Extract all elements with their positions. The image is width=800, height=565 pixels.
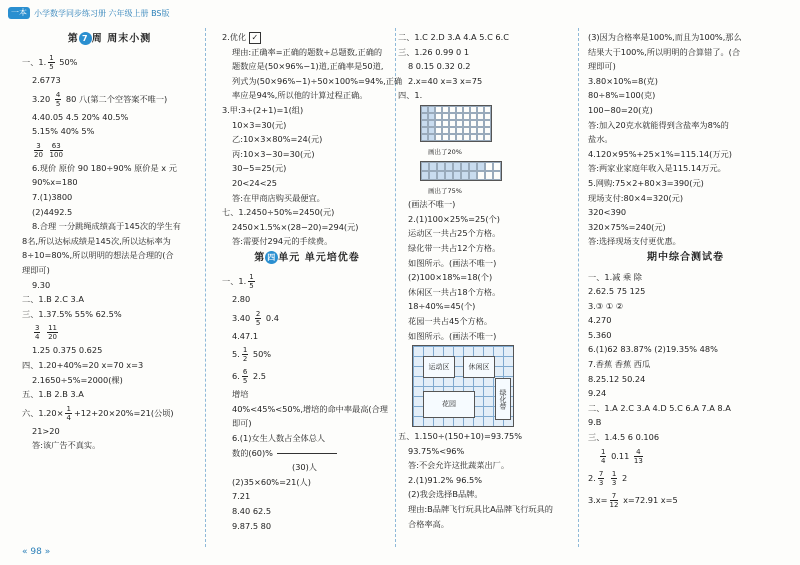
answer-line: 3.甲:3÷(2+1)=1(组) xyxy=(222,104,304,115)
answer-line: 7.21 xyxy=(232,491,251,502)
answer-line: (2)我会选择B品牌。 xyxy=(408,489,483,500)
answer-line: 9.30 xyxy=(32,279,51,290)
answer-line: 现场支付:80×4=320(元) xyxy=(588,192,684,203)
answer-line: 理即可) xyxy=(22,265,50,276)
answer-line: 3.20 $\frac{4}{5}$ 80 八(第二个空答案不唯一) xyxy=(32,90,168,108)
answer-line: 答:两家业家庭年收入是115.14万元。 xyxy=(588,163,726,174)
answer-line: 2. $\frac{7}{3}$ $\frac{1}{3}$ 2 xyxy=(588,469,628,487)
answer-line: 如图所示。(画法不唯一) xyxy=(408,257,497,268)
book-title: 小学数学同步练习册 六年级上册 BS版 xyxy=(34,8,170,18)
answer-line: 答:在甲商店购买最便宜。 xyxy=(232,192,325,203)
column-4 xyxy=(588,30,783,511)
answer-line: 2.(1)91.2% 96.5% xyxy=(408,474,483,485)
answer-line: 6.(1)女生人数占全体总人 xyxy=(232,432,326,443)
answer-line: 率应是94%,所以他的计算过程正确。 xyxy=(232,90,368,101)
answer-line: 5.360 xyxy=(588,329,612,340)
answer-line: $\frac{3}{4}$ $\frac{11}{20}$ xyxy=(35,324,57,342)
answer-line: 10×3=30(元) xyxy=(232,119,287,130)
answer-line: 2.(1)100×25%=25(个) xyxy=(408,213,500,224)
answer-line: 2.80 xyxy=(232,294,251,304)
answer-line: (30)人 xyxy=(292,462,317,473)
answer-line: $\frac{3}{20}$ $\frac{63}{100}$ xyxy=(34,141,63,159)
answer-line: 乙:10×3×80%=24(元) xyxy=(232,134,323,145)
area-map xyxy=(412,345,514,427)
grid-75-percent xyxy=(420,161,502,181)
section-title: 第 7 周 周末小测 xyxy=(67,33,152,45)
answer-line: 理由:B品牌飞行玩具比A品牌飞行玩具的 xyxy=(408,504,553,515)
answer-line: 7.(1)3800 xyxy=(32,192,73,203)
answer-line: 3.x= $\frac{7}{12}$ x=72.91 x=5 xyxy=(588,491,678,509)
answer-line: 320×75%=240(元) xyxy=(588,221,666,232)
answer-line: 数的(60)% xyxy=(222,446,392,461)
answer-line: 100−80=20(克) xyxy=(588,104,653,115)
answer-line: 9.24 xyxy=(588,388,607,399)
answer-line: 丙:10×3−30=30(元) xyxy=(232,148,315,159)
answer-line: 答:不会允许这批蔬菜出厂。 xyxy=(408,460,510,471)
answer-line: 三、1.26 0.99 0 1 xyxy=(398,46,470,57)
answer-line: 4.47.1 xyxy=(232,330,259,341)
answer-line: 7.香蕉 香蕉 西瓜 xyxy=(588,359,651,370)
answer-line: 三、1.4.5 6 0.106 xyxy=(588,432,660,443)
answer-line: (2)35×60%=21(人) xyxy=(232,476,311,487)
answer-line: 9.87.5 80 xyxy=(232,520,272,531)
answer-line: 8名,所以达标成绩是145次,所以达标率为 xyxy=(22,235,171,246)
answer-line: 8.合理 一分跳绳成绩高于145次的学生有 xyxy=(32,221,181,232)
answer-line: 三、1.37.5% 55% 62.5% xyxy=(22,308,122,319)
section-title: 期中综合测试卷 xyxy=(647,251,724,263)
answer-line: 8 0.15 0.32 0.2 xyxy=(408,61,471,72)
answer-line: 一、1.减 乘 除 xyxy=(588,271,642,282)
page-header xyxy=(8,6,170,20)
answer-line: 休闲区一共占18个方格。 xyxy=(408,286,501,297)
zone-label: 绿化带 xyxy=(495,378,511,420)
unit-badge: 四 xyxy=(267,252,277,262)
answer-line: 一、1. $\frac{1}{5}$ xyxy=(222,273,254,290)
answer-line: 五、1.B 2.B 3.A xyxy=(22,389,84,400)
answer-line: 六、1.20× $\frac{1}{4}$ +12+20×20%=21(公顷) xyxy=(22,404,174,422)
answer-line: 四、1. xyxy=(398,90,423,101)
answer-line: 如图所示。(画法不唯一) xyxy=(408,330,497,341)
answer-line: 21>20 xyxy=(32,425,60,436)
column-2 xyxy=(222,30,403,533)
answer-line: 5.15% 40% 5% xyxy=(32,126,95,137)
answer-line: 8.40 62.5 xyxy=(232,505,272,516)
answer-line: 增培 xyxy=(232,389,249,400)
answer-line: 18÷40%=45(个) xyxy=(408,301,476,312)
answer-line: 2.优化 ✓ xyxy=(222,30,392,45)
answer-line: 盐水。 xyxy=(588,134,613,145)
answer-line: 40%<45%<50%,增培的命中率最高(合理 xyxy=(232,403,388,414)
answer-line: 花园一共占45个方格。 xyxy=(408,315,493,326)
answer-line: 题数应是(50×96%−1)道,正确率是50道, xyxy=(232,61,384,72)
answer-line: 93.75%<96% xyxy=(408,445,465,456)
week-badge: 7 xyxy=(79,32,92,45)
answer-line: 6.(1)62 83.87% (2)19.35% 48% xyxy=(588,344,718,355)
answer-line: 二、1.A 2.C 3.A 4.D 5.C 6.A 7.A 8.A xyxy=(588,402,731,413)
answer-line: 2.62.5 75 125 xyxy=(588,286,646,297)
answer-line: 2.1650÷5%=2000(棵) xyxy=(32,374,123,385)
bar-diagram xyxy=(277,453,337,454)
answer-line: 理由:正确率=正确的题数÷总题数,正确的 xyxy=(232,46,383,57)
answer-line: 二、1.C 2.D 3.A 4.A 5.C 6.C xyxy=(398,32,509,42)
section-title: 第 四 单元 单元培优卷 xyxy=(254,252,360,264)
answer-line: 8÷10=80%,所以明明的想法是合理的(合 xyxy=(22,250,174,261)
answer-line: 二、1.B 2.C 3.A xyxy=(22,294,84,305)
answer-line: 3.③ ① ② xyxy=(588,300,624,311)
answer-line: 绿化带一共占12个方格。 xyxy=(408,242,501,253)
answer-line: 1.25 0.375 0.625 xyxy=(32,345,103,356)
answer-line: 合格率高。 xyxy=(408,518,449,529)
brand-logo: 一本 xyxy=(8,7,30,19)
answer-line: $\frac{1}{4}$ 0.11 $\frac{4}{13}$ xyxy=(601,447,643,465)
grid-caption: 画出了75% xyxy=(428,186,462,195)
answer-line: 答:加入20克水就能得到含盐率为8%的 xyxy=(588,119,729,130)
column-divider xyxy=(395,28,396,547)
answer-line: 90%x=180 xyxy=(32,177,78,188)
zone-label: 花园 xyxy=(423,391,475,418)
column-divider xyxy=(578,28,579,547)
answer-line: 答:需要付294元的手续费。 xyxy=(232,236,333,247)
answer-line: 9.B xyxy=(588,417,602,428)
answer-line: 30−5=25(元) xyxy=(232,163,287,174)
answer-line: 2450×1.5%×(28−20)=294(元) xyxy=(232,221,359,232)
column-3 xyxy=(398,30,570,531)
column-divider xyxy=(205,28,206,547)
answer-line: 四、1.20+40%=20 x=70 x=3 xyxy=(22,360,144,370)
zone-label: 运动区 xyxy=(423,356,455,378)
answer-line: 答:选择现场支付更优惠。 xyxy=(588,236,681,247)
answer-line: (画法不唯一) xyxy=(408,199,456,210)
answer-line: 6.现价 原价 90 180÷90% 原价是 x 元 xyxy=(32,162,177,173)
answer-line: 4.120×95%+25×1%=115.14(万元) xyxy=(588,148,732,159)
answer-line: (2)4492.5 xyxy=(32,206,73,217)
answer-line: 6. $\frac{6}{5}$ 2.5 xyxy=(232,368,266,386)
answer-line: 理即可) xyxy=(588,61,616,72)
answer-line: 4.270 xyxy=(588,315,612,326)
answer-line: 答:该广告不真实。 xyxy=(32,440,101,451)
check-icon: ✓ xyxy=(249,32,261,44)
column-1 xyxy=(22,30,197,453)
answer-line: 运动区一共占25个方格。 xyxy=(408,228,501,239)
answer-line: 2.x=40 x=3 x=75 xyxy=(408,75,483,86)
answer-line: 列式为(50×96%−1)÷50×100%=94%,正确 xyxy=(232,75,403,86)
answer-line: 3.40 $\frac{2}{5}$ 0.4 xyxy=(232,309,279,327)
answer-line: 320<390 xyxy=(588,207,627,218)
answer-line: 即可) xyxy=(232,418,252,429)
answer-line: (3)因为合格率是100%,而且为100%,那么 xyxy=(588,32,742,42)
grid-caption: 画出了20% xyxy=(428,147,462,156)
answer-line: 七、1.2450÷50%=2450(元) xyxy=(222,207,335,218)
answer-line: 2.6773 xyxy=(32,75,61,86)
answer-line: 5. $\frac{1}{2}$ 50% xyxy=(232,346,272,364)
answer-line: 20<24<25 xyxy=(232,177,277,188)
answer-line: (2)100×18%=18(个) xyxy=(408,272,493,283)
answer-line: 结果大于100%,所以明明的合算错了。(合 xyxy=(588,46,741,57)
answer-line: 5.网购:75×2+80×3=390(元) xyxy=(588,177,704,188)
grid-20-percent xyxy=(420,105,492,142)
answer-line: 一、1. $\frac{1}{5}$ 50% xyxy=(22,54,78,72)
answer-line: 80÷8%=100(克) xyxy=(588,90,656,101)
page-number: « 98 » xyxy=(22,547,51,557)
answer-line: 4.40.05 4.5 20% 40.5% xyxy=(32,111,129,122)
answer-line: 3.80×10%=8(克) xyxy=(588,75,658,86)
answer-line: 8.25.12 50.24 xyxy=(588,373,646,384)
zone-label: 休闲区 xyxy=(463,356,495,378)
answer-line: 五、1.150÷(150+10)=93.75% xyxy=(398,431,523,442)
